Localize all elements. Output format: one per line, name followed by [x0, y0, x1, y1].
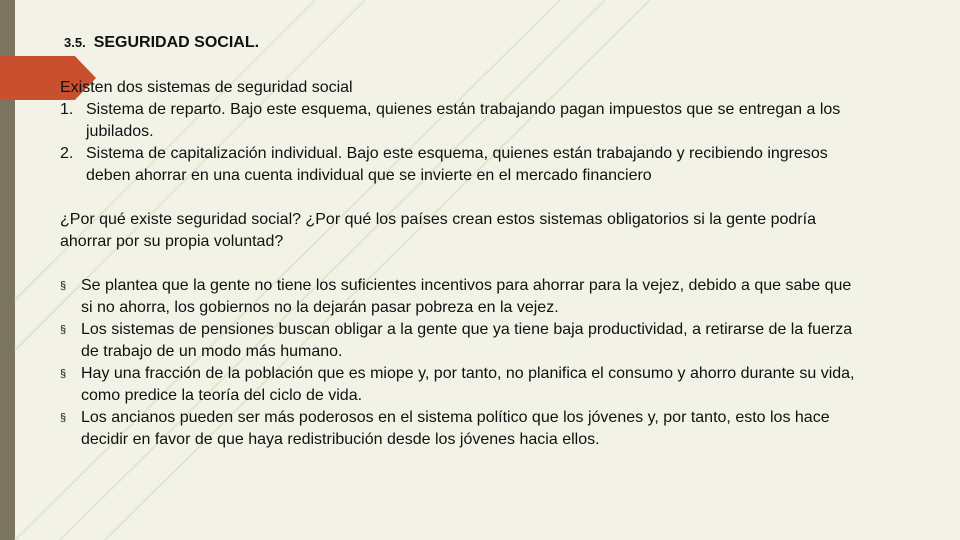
bullet-text: Los ancianos pueden ser más poderosos en el sistema político que los jóvenes y, por tanto, esto los hace decidir en favor de que haya redistribución desde los jóvenes hacia ellos. — [81, 409, 830, 448]
numbered-item-text: Sistema de capitalización individual. Bajo este esquema, quienes están trabajando y recibiendo ingresos deben ahorrar en una cuenta individual que se invierte en el mercado financiero — [86, 145, 828, 184]
bullet-item — [60, 407, 860, 451]
section-number: 3.5. — [64, 35, 86, 50]
bullet-list — [60, 275, 860, 451]
bullet-marker: § — [60, 280, 67, 292]
bullet-text: Hay una fracción de la población que es miope y, por tanto, no planifica el consumo y ahorro durante su vida, como predice la teoría del ciclo de vida. — [81, 365, 855, 404]
question-text: ¿Por qué existe seguridad social? ¿Por qué los países crean estos sistemas obligatorios si la gente podría ahorrar por su propia voluntad? — [60, 211, 816, 250]
bullet-marker: § — [60, 412, 67, 424]
slide-title — [64, 34, 259, 52]
bullet-item — [60, 363, 860, 407]
bullet-text: Los sistemas de pensiones buscan obligar a la gente que ya tiene baja productividad, a retirarse de la fuerza de trabajo de un modo más humano. — [81, 321, 853, 360]
section-title: SEGURIDAD SOCIAL. — [93, 34, 260, 51]
bullet-item — [60, 275, 860, 319]
bullet-marker: § — [60, 324, 67, 336]
bullet-marker: § — [60, 368, 67, 380]
numbered-item-text: Sistema de reparto. Bajo este esquema, quienes están trabajando pagan impuestos que se entregan a los jubilados. — [86, 101, 841, 140]
bullet-item — [60, 319, 860, 363]
numbered-item — [60, 99, 860, 143]
slide-body — [60, 77, 860, 451]
bullet-text: Se plantea que la gente no tiene los suficientes incentivos para ahorrar para la vejez, debido a que sabe que si no ahorra, los gobiernos no la dejarán pasar pobreza en la vejez. — [81, 277, 852, 316]
numbered-item-marker: 2. — [60, 145, 74, 162]
intro-text: Existen dos sistemas de seguridad social — [60, 79, 353, 96]
numbered-item-marker: 1. — [60, 101, 74, 118]
numbered-item — [60, 143, 860, 187]
numbered-list — [60, 99, 860, 187]
